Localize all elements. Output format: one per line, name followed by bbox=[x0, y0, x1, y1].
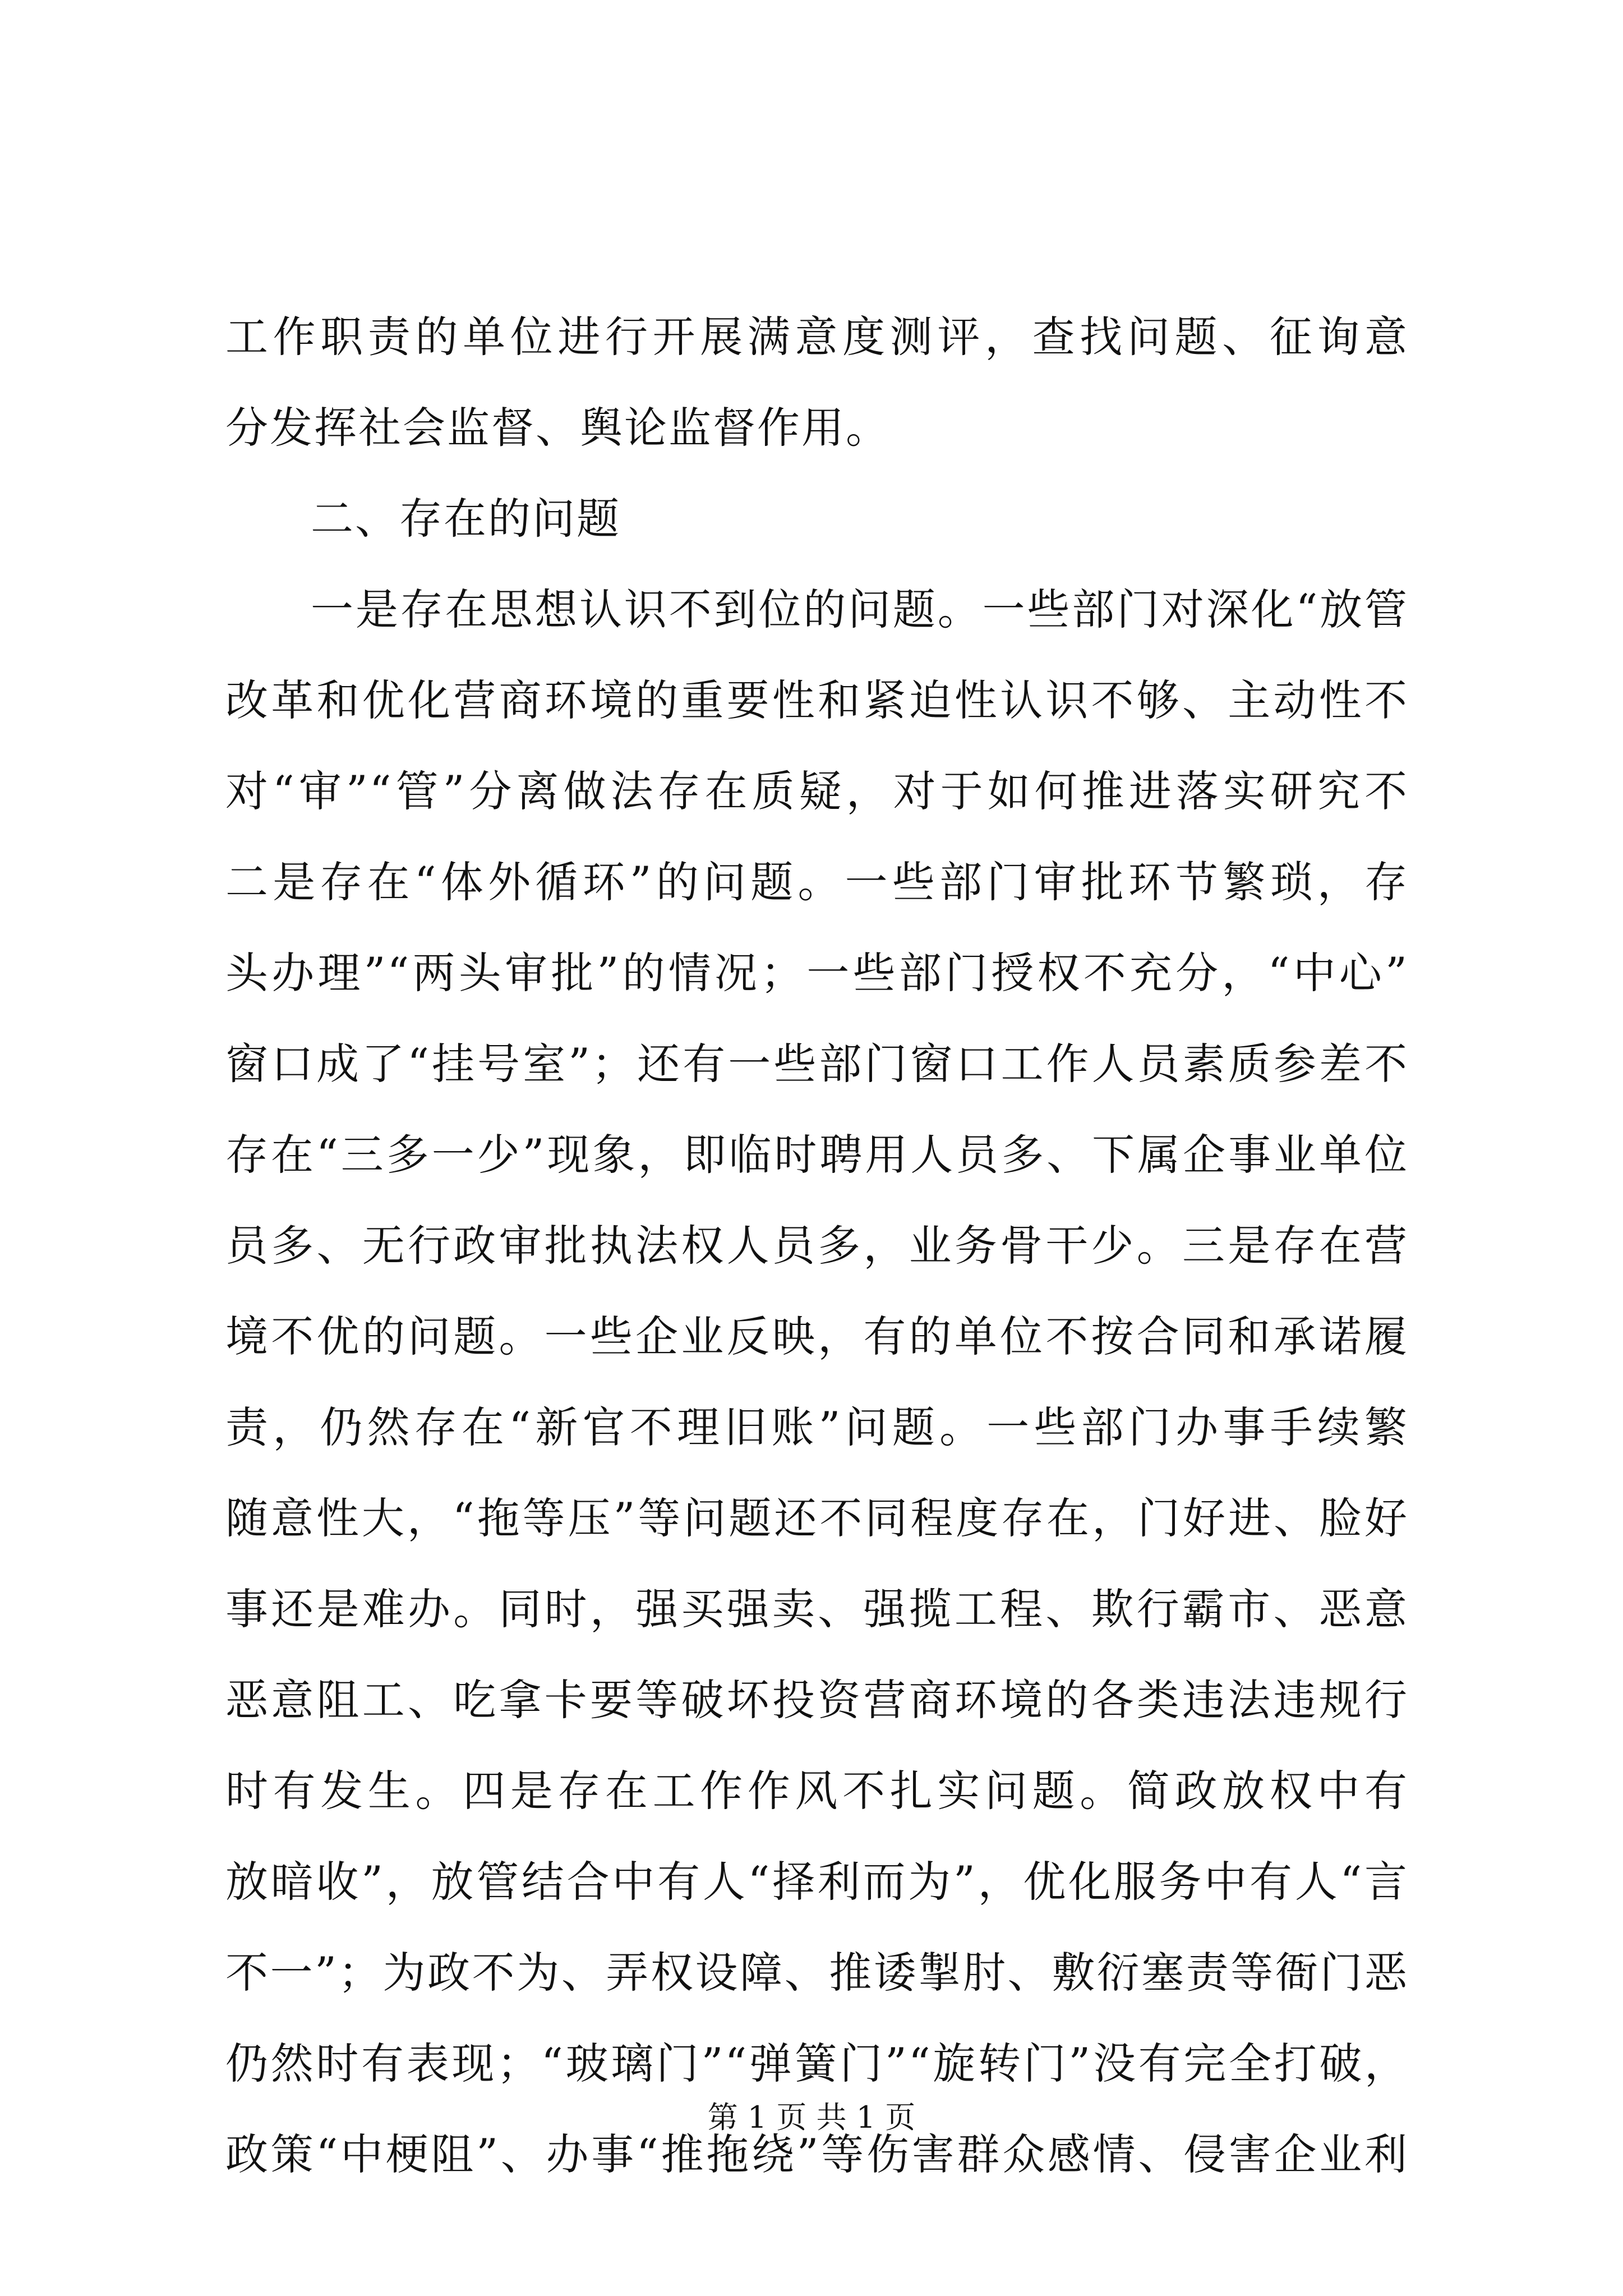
text-line: 改革和优化营商环境的重要性和紧迫性认识不够、主动性不 bbox=[225, 675, 1409, 725]
text-line: 境不优的问题。一些企业反映，有的单位不按合同和承诺履 bbox=[225, 1312, 1409, 1361]
text-line: 二是存在“体外循环”的问题。一些部门审批环节繁琐，存 bbox=[225, 857, 1409, 907]
text-line: 时有发生。四是存在工作作风不扎实问题。简政放权中有 bbox=[225, 1766, 1409, 1816]
text-line: 员多、无行政审批执法权人员多，业务骨干少。三是存在营 bbox=[225, 1221, 1409, 1271]
page-footer: 第 1 页 共 1 页 bbox=[707, 2100, 916, 2135]
text-line: 随意性大，“拖等压”等问题还不同程度存在，门好进、脸好 bbox=[225, 1493, 1409, 1543]
text-line: 二、存在的问题 bbox=[311, 494, 621, 544]
text-line: 政策“中梗阻”、办事“推拖绕”等伤害群众感情、侵害企业利 bbox=[225, 2129, 1409, 2179]
text-line: 不一”；为政不为、弄权设障、推诿掣肘、敷衍塞责等衙门恶 bbox=[225, 1948, 1409, 1998]
text-line: 头办理”“两头审批”的情况；一些部门授权不充分，“中心” bbox=[225, 948, 1409, 998]
text-line: 放暗收”，放管结合中有人“择利而为”，优化服务中有人“言 bbox=[225, 1857, 1409, 1907]
text-line: 恶意阻工、吃拿卡要等破坏投资营商环境的各类违法违规行 bbox=[225, 1675, 1409, 1725]
text-line: 仍然时有表现；“玻璃门”“弹簧门”“旋转门”没有完全打破， bbox=[225, 2039, 1409, 2088]
text-line: 窗口成了“挂号室”；还有一些部门窗口工作人员素质参差不 bbox=[225, 1039, 1409, 1089]
text-line: 一是存在思想认识不到位的问题。一些部门对深化“放管 bbox=[311, 585, 1409, 634]
text-line: 工作职责的单位进行开展满意度测评，查找问题、征询意 bbox=[225, 312, 1409, 362]
text-line: 对“审”“管”分离做法存在质疑，对于如何推进落实研究不 bbox=[225, 766, 1409, 816]
text-line: 责，仍然存在“新官不理旧账”问题。一些部门办事手续繁 bbox=[225, 1402, 1409, 1452]
text-line: 存在“三多一少”现象，即临时聘用人员多、下属企事业单位 bbox=[225, 1130, 1409, 1180]
text-line: 分发挥社会监督、舆论监督作用。 bbox=[225, 403, 890, 453]
document-body bbox=[225, 292, 1409, 2200]
text-line: 事还是难办。同时，强买强卖、强揽工程、欺行霸市、恶意 bbox=[225, 1584, 1409, 1634]
